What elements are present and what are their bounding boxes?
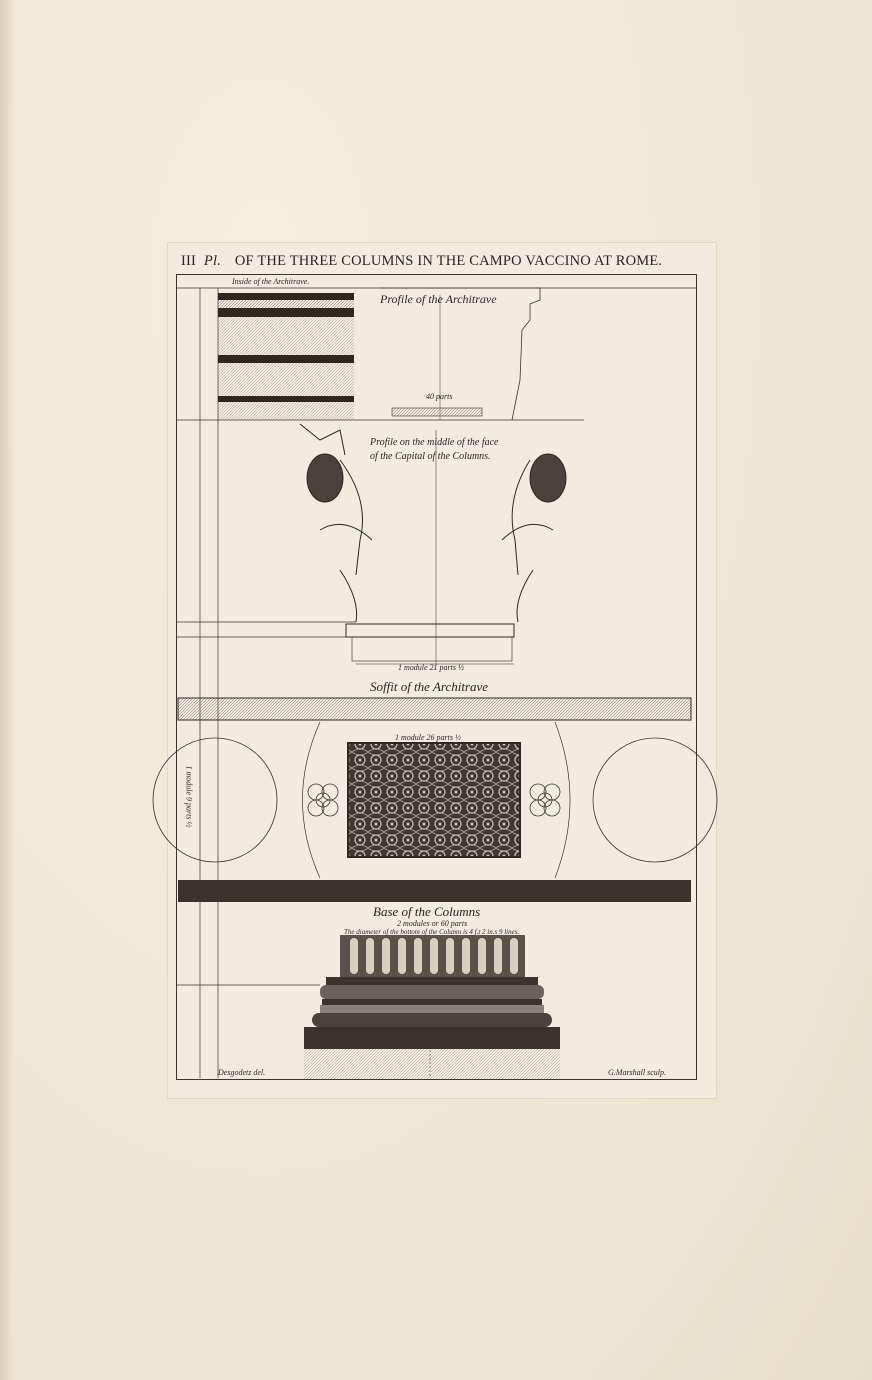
parts-label: 40 parts — [426, 392, 453, 401]
base-subtitle: 2 modules or 60 parts — [397, 919, 468, 928]
engraver-signature: G.Marshall sculp. — [608, 1068, 666, 1077]
plate-number: III — [181, 253, 197, 269]
profile-architrave-label: Profile of the Architrave — [380, 292, 497, 306]
plate-pl-label: Pl. — [203, 253, 222, 269]
profile-capital-label-1: Profile on the middle of the face — [370, 437, 499, 448]
architrave-section — [218, 288, 540, 420]
profile-capital-label-2: of the Capital of the Columns. — [370, 451, 491, 462]
soffit-panel — [153, 698, 717, 902]
base-title: Base of the Columns — [373, 904, 481, 919]
inside-architrave-label: Inside of the Architrave. — [232, 277, 310, 286]
soffit-side-label: 1 module 9 parts ½ — [184, 765, 194, 828]
column-base — [304, 935, 560, 1079]
plate-title-text: OF THE THREE COLUMNS IN THE CAMPO VACCINO AT ROME. — [234, 253, 663, 269]
module-soffit-label: 1 module 26 parts ½ — [395, 733, 461, 742]
module-capital-label: 1 module 21 parts ½ — [398, 663, 464, 672]
delineator-signature: Desgodetz del. — [218, 1068, 266, 1077]
soffit-label: Soffit of the Architrave — [370, 679, 489, 694]
base-note: The diameter of the bottom of the Column is 4 f.t 2 in.s 9 lines. — [344, 928, 520, 936]
